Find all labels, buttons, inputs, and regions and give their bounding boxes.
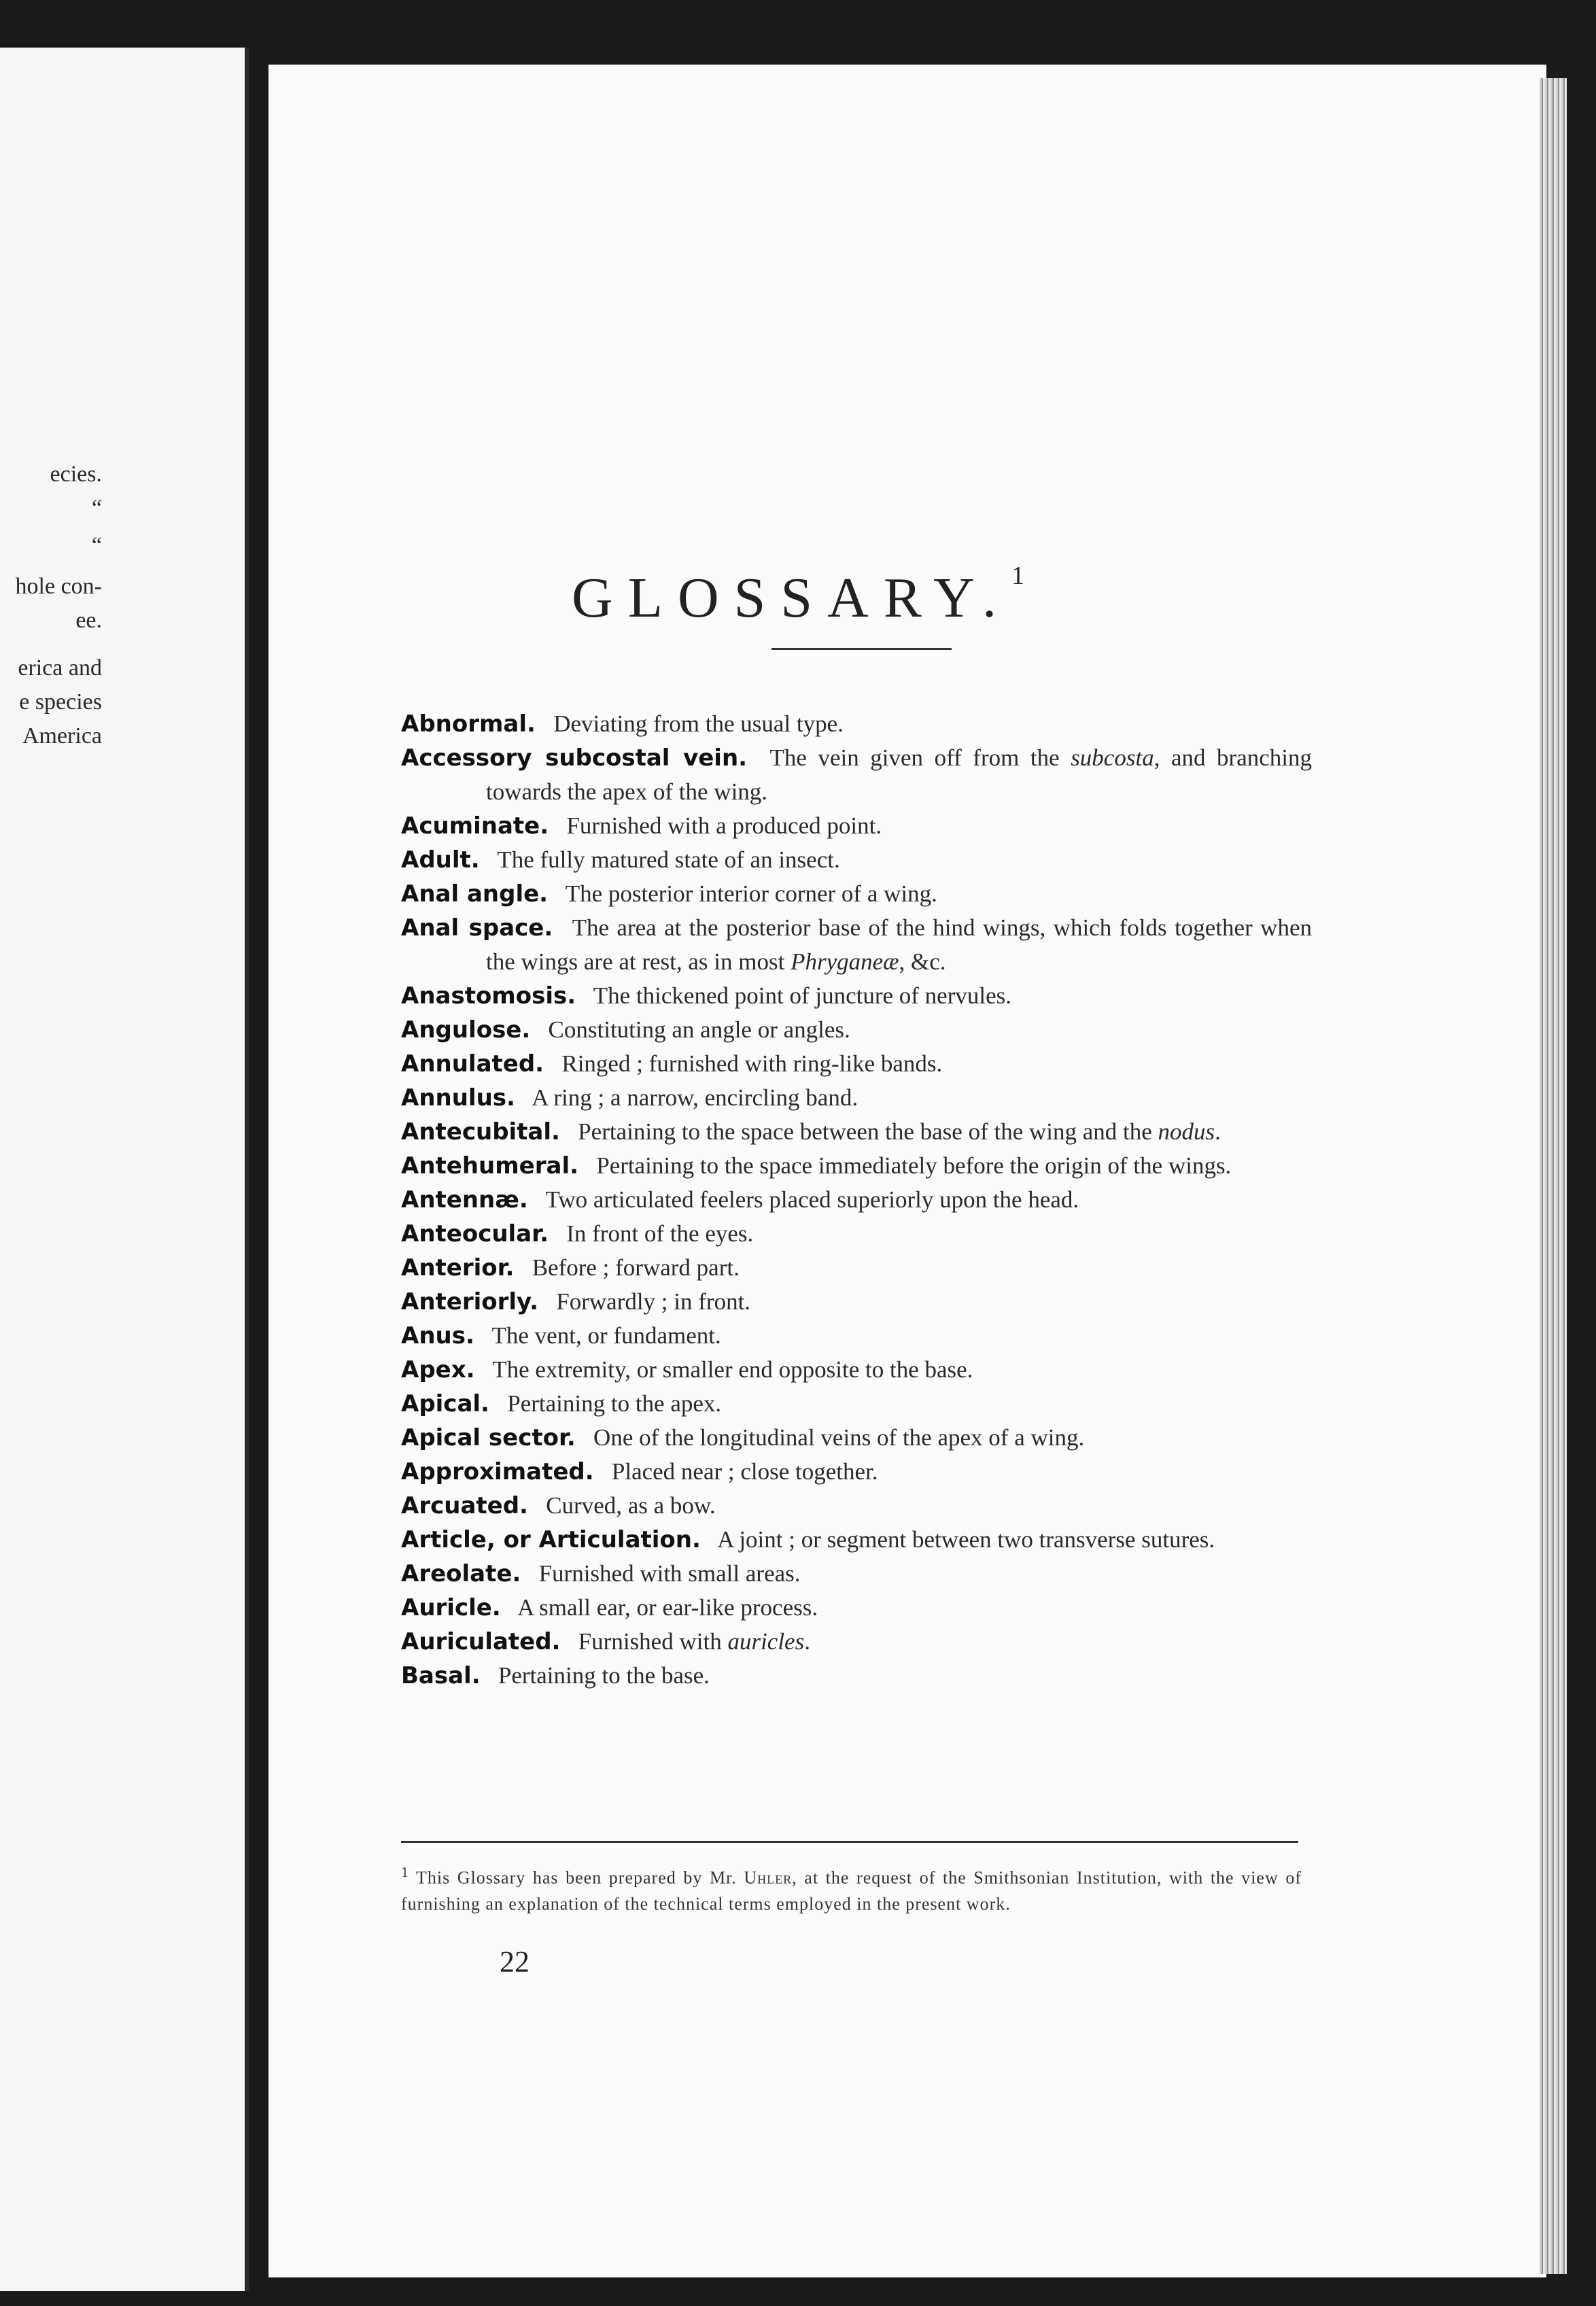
glossary-definition [561,1050,942,1077]
glossary-definition [578,1628,810,1655]
glossary-term: Article, or Articulation. [401,1526,701,1553]
glossary-term: Anal angle. [401,880,549,908]
glossary-entry [401,1183,1312,1217]
glossary-term: Anteocular. [401,1220,549,1247]
definition-text: Furnished with small areas. [538,1560,801,1587]
glossary-entry [401,1251,1312,1285]
glossary-term: Accessory subcostal vein. [401,744,748,772]
glossary-term: Antehumeral. [401,1152,579,1180]
footnote-rule [401,1841,1298,1843]
definition-text: Curved, as a bow. [546,1492,716,1519]
definition-text: , and branching towards the apex of the wing. [486,744,1313,805]
definition-italic-text: subcosta [1071,744,1154,771]
glossary-definition [507,1390,721,1417]
glossary-term: Anterior. [401,1254,515,1281]
glossary-entry [401,1557,1312,1591]
definition-text: In front of the eyes. [566,1220,754,1247]
definition-text: The fully matured state of an insect. [497,846,840,873]
footnote-text-before: This Glossary has been prepared by Mr. [415,1868,744,1888]
glossary-term: Acuminate. [401,812,549,840]
definition-text: Deviating from the usual type. [553,710,844,737]
glossary-entry [401,1217,1312,1251]
glossary-entry [401,911,1312,979]
title-footnote-marker: 1 [1011,562,1024,591]
glossary-entry [401,1149,1312,1183]
glossary-definition [517,1594,818,1621]
glossary-definition [497,846,839,873]
facing-page-fragment [0,48,249,2291]
glossary-entry [401,1489,1312,1523]
glossary-definition [596,1152,1231,1179]
glossary-entry [401,809,1312,843]
glossary-definition [566,1220,753,1247]
glossary-entry [401,979,1312,1013]
glossary-entry [401,1285,1312,1319]
definition-italic-text: nodus [1158,1118,1215,1145]
glossary-term: Antecubital. [401,1118,560,1146]
definition-text: The posterior interior corner of a wing. [565,880,937,907]
footnote [401,1859,1302,1917]
glossary-entry [401,1591,1312,1625]
glossary-term: Antennæ. [401,1186,528,1214]
glossary-term: Basal. [401,1662,481,1689]
glossary-entry [401,1455,1312,1489]
glossary-definition [553,710,844,737]
facing-page-text: erica and [18,655,102,681]
glossary-entry [401,1353,1312,1387]
glossary-definition [556,1288,750,1315]
glossary-term: Adult. [401,846,480,874]
definition-text: A ring ; a narrow, encircling band. [532,1084,858,1111]
definition-italic-text: Phryganeæ [791,948,899,975]
glossary-definition [566,880,937,907]
glossary-entry [401,1013,1312,1047]
definition-text: The vein given off from the [769,744,1071,771]
facing-page-text: hole con- [15,574,102,599]
definition-text: Forwardly ; in front. [556,1288,751,1315]
glossary-definition [549,1016,850,1043]
definition-text: The thickened point of juncture of nervules. [593,982,1011,1009]
page-title: GLOSSARY.$^1$ [572,562,1024,630]
definition-text: Furnished with a produced point. [566,812,882,839]
glossary-definition [717,1526,1215,1553]
definition-text: . [804,1628,810,1655]
definition-text: The extremity, or smaller end opposite to the base. [492,1356,973,1383]
glossary-entry [401,843,1312,877]
definition-text: Two articulated feelers placed superiorly upon the head. [545,1186,1079,1213]
glossary-entry [401,1081,1312,1115]
glossary-entry [401,1523,1312,1557]
definition-text: . [1215,1118,1221,1145]
definition-text: Pertaining to the apex. [507,1390,722,1417]
glossary-entry [401,707,1312,741]
glossary-term: Annulated. [401,1050,544,1078]
glossary-definition [593,982,1011,1009]
footnote-marker: 1 [401,1864,409,1880]
glossary-term: Abnormal. [401,710,536,738]
definition-text: A joint ; or segment between two transverse sutures. [717,1526,1215,1553]
glossary-entry [401,1319,1312,1353]
glossary-term: Approximated. [401,1458,594,1485]
glossary-definition [498,1662,710,1689]
facing-page-text: America [22,723,102,748]
glossary-term: Anastomosis. [401,982,576,1010]
glossary-definition [492,1356,973,1383]
glossary-entry [401,1115,1312,1149]
glossary-entry [401,1047,1312,1081]
glossary-entry [401,1421,1312,1455]
definition-text: , &c. [899,948,946,975]
page-number: 22 [500,1945,530,1978]
definition-text: Ringed ; furnished with ring-like bands. [561,1050,943,1077]
glossary-entry [401,741,1312,809]
definition-text: Pertaining to the base. [498,1662,710,1689]
glossary-term: Apical. [401,1390,489,1417]
glossary-entry [401,877,1312,911]
glossary-definition [546,1492,715,1519]
definition-text: Furnished with [578,1628,728,1655]
facing-page-text: “ [91,496,102,521]
facing-page-text: e species [19,689,102,715]
glossary-definition [612,1458,878,1485]
facing-page-text: ecies. [50,462,102,487]
definition-italic-text: auricles [727,1628,805,1655]
glossary-definition [486,914,1312,975]
definition-text: Before ; forward part. [532,1254,740,1281]
glossary-term: Areolate. [401,1560,521,1587]
glossary-term: Angulose. [401,1016,531,1044]
glossary-definition [539,1560,801,1587]
footnote-author: Uhler [744,1868,793,1888]
glossary-definition [593,1424,1084,1451]
definition-text: Pertaining to the space immediately before the origin of the wings. [596,1152,1232,1179]
glossary-entry [401,1659,1312,1693]
facing-page-text: ee. [75,608,102,633]
glossary-term: Annulus. [401,1084,515,1112]
facing-page-text: “ [91,533,102,558]
glossary-definition [532,1084,858,1111]
definition-text: The area at the posterior base of the hind wings, which folds together when the wings are at rest, as in most [486,914,1312,975]
definition-text: A small ear, or ear-like process. [517,1594,818,1621]
glossary-definition [492,1322,721,1349]
glossary-term: Auricle. [401,1594,501,1621]
glossary-term: Apex. [401,1356,475,1383]
glossary-term: Anus. [401,1322,474,1349]
definition-text: The vent, or fundament. [491,1322,721,1349]
glossary-definition [545,1186,1079,1213]
definition-text: Placed near ; close together. [611,1458,878,1485]
glossary-term: Arcuated. [401,1492,528,1519]
glossary-definition [532,1254,740,1281]
glossary-entry [401,1387,1312,1421]
glossary-definition [578,1118,1221,1145]
glossary-definition [566,812,882,839]
glossary-term: Apical sector. [401,1424,576,1451]
definition-text: Constituting an angle or angles. [548,1016,850,1043]
definition-text: Pertaining to the space between the base of the wing and the [578,1118,1158,1145]
glossary-term: Anal space. [401,914,553,942]
glossary-entry [401,1625,1312,1659]
glossary-term: Auriculated. [401,1628,561,1655]
glossary-list [401,707,1312,1693]
definition-text: One of the longitudinal veins of the apex of a wing. [593,1424,1085,1451]
title-rule [771,648,952,650]
glossary-term: Anteriorly. [401,1288,538,1315]
page-edge [1540,78,1567,2274]
footnote-text-after: , at the request of the Smithsonian Institution, with the view of furnishing an explanation of the technical terms employed in the present work. [401,1868,1302,1914]
